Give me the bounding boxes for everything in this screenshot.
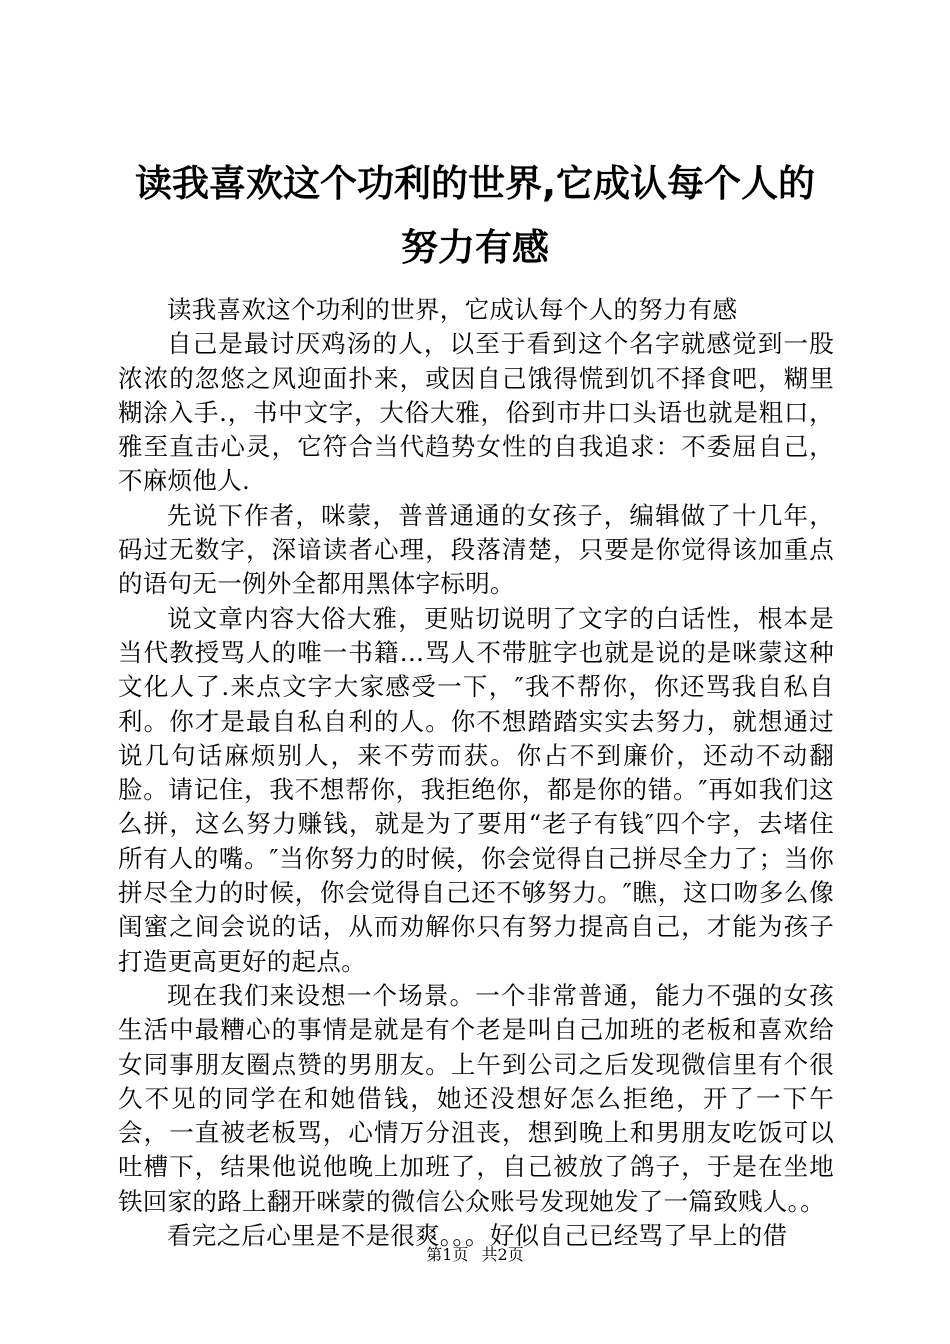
- page-number: 第1页: [426, 1245, 469, 1264]
- paragraph-intro: 自己是最讨厌鸡汤的人，以至于看到这个名字就感觉到一股浓浓的忽悠之风迎面扑来，或因自己饿得慌到饥不择食吧，糊里糊涂入手.，书中文字，大俗大雅，俗到市井口头语也就是粗口，雅至直击心灵，它符合当代趋势女性的自我追求：不委屈自己，不麻烦他人.: [118, 329, 834, 496]
- document-subtitle: 读我喜欢这个功利的世界，它成认每个人的努力有感: [167, 295, 738, 324]
- paragraph-scenario: 现在我们来设想一个场景。一个非常普通，能力不强的女孩生活中最糟心的事情是就是有个老是叫自己加班的老板和喜欢给女同事朋友圈点赞的男朋友。上午到公司之后发现微信里有个很久不见的同学在和她借钱，她还没想好怎么拒绝，开了一下午会，一直被老板骂，心情万分沮丧，想到晚上和男朋友吃饭可以吐槽下，结果他说他晚上加班了，自己被放了鸽子，于是在坐地铁回家的路上翻开咪蒙的微信公众账号发现她发了一篇致贱人。。: [118, 980, 834, 1216]
- paragraph-content: 说文章内容大俗大雅，更贴切说明了文字的白话性，根本是当代教授骂人的唯一书籍…骂人不带脏字也就是说的是咪蒙这种文化人了.来点文字大家感受一下，″我不帮你，你还骂我自私自利。你才是最自私自利的人。你不想踏踏实实去努力，就想通过说几句话麻烦别人，来不劳而获。你占不到廉价，还动不动翻脸。请记住，我不想帮你，我拒绝你，都是你的错。″再如我们这么拼，这么努力赚钱，就是为了要用“老子有钱″四个字，去堵住所有人的嘴。″当你努力的时候，你会觉得自己拼尽全力了；当你拼尽全力的时候，你会觉得自己还不够努力。″瞧，这口吻多么像闺蜜之间会说的话，从而劝解你只有努力提高自己，才能为孩子打造更高更好的起点。: [118, 603, 834, 976]
- document-body: [118, 293, 834, 1251]
- paragraph-reaction: 看完之后心里是不是很爽。。。好似自己已经骂了早上的借: [167, 1221, 788, 1251]
- page-total: 共2页: [481, 1245, 524, 1264]
- document-title: 读我喜欢这个功利的世界,它成认每个人的努力有感: [134, 162, 816, 269]
- page-footer: [0, 1244, 950, 1266]
- paragraph-author: 先说下作者，咪蒙，普普通通的女孩子，编辑做了十几年，码过无数字，深谙读者心理，段落清楚，只要是你觉得该加重点的语句无一例外全都用黑体字标明。: [118, 500, 834, 599]
